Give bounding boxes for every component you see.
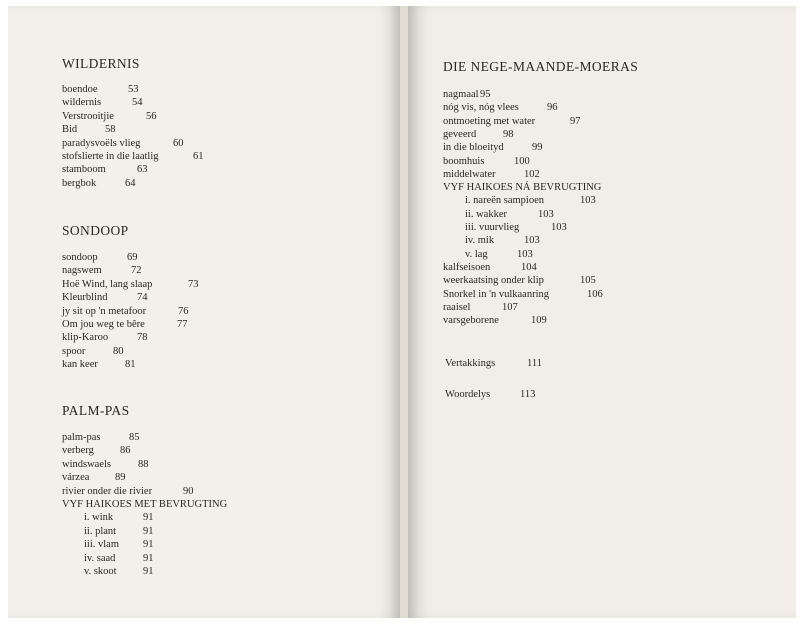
toc-entry — [62, 84, 139, 96]
toc-entry — [443, 275, 596, 287]
toc-entry-page-number: 74 — [137, 292, 148, 304]
toc-entry-title: nóg vis, nóg vlees — [443, 102, 519, 114]
toc-entry-title: iii. vlam — [84, 539, 119, 551]
toc-entry — [62, 137, 184, 150]
toc-entry — [62, 278, 199, 291]
toc-entry-page-number: 72 — [131, 265, 142, 277]
toc-entry — [62, 110, 157, 123]
toc-entry-page-number: 63 — [137, 164, 148, 176]
toc-entry — [445, 358, 542, 370]
toc-entry — [62, 292, 148, 304]
toc-entry-title: klip-Karoo — [62, 332, 109, 344]
toc-entry-title: varsgeborene — [443, 315, 499, 327]
toc-entry — [445, 389, 536, 401]
toc-entry-title: verberg — [62, 445, 94, 457]
toc-entry-page-number: 78 — [137, 332, 148, 344]
toc-entry-page-number: 56 — [146, 110, 157, 122]
toc-entry — [443, 301, 518, 314]
toc-entry — [84, 539, 154, 551]
toc-entry-page-number: 86 — [120, 445, 131, 457]
toc-entry-page-number: 54 — [132, 97, 143, 109]
toc-entry — [62, 164, 148, 176]
toc-entry-page-number: 91 — [143, 552, 154, 564]
toc-entry — [443, 261, 537, 274]
toc-entry-page-number: 81 — [125, 359, 136, 371]
toc-entry-page-number: 113 — [520, 389, 536, 400]
toc-entry-title: geveerd — [443, 128, 477, 140]
toc-entry — [62, 445, 131, 457]
toc-entry — [62, 177, 136, 190]
toc-entry-title: boomhuis — [443, 155, 485, 167]
toc-entry-page-number: 103 — [524, 235, 540, 247]
toc-entry — [62, 252, 138, 264]
toc-entry-title: windswaels — [62, 458, 111, 470]
toc-entry-page-number: 61 — [193, 151, 204, 162]
toc-entry-page-number: 69 — [127, 252, 138, 263]
toc-entry-page-number: 85 — [129, 432, 140, 443]
toc-entry-page-number: 53 — [128, 84, 139, 95]
toc-entry-page-number: 77 — [177, 319, 188, 330]
toc-entry — [465, 222, 567, 234]
toc-entry-title: Bid — [62, 124, 78, 136]
toc-entry-title: nagmaal — [443, 89, 479, 100]
toc-entry — [62, 458, 149, 471]
toc-entry-title: ontmoeting met water — [443, 115, 536, 127]
toc-entry — [62, 345, 124, 358]
toc-entry — [62, 151, 204, 163]
toc-entry — [62, 305, 189, 318]
toc-entry — [84, 525, 154, 538]
toc-entry-title: kalfseisoen — [443, 261, 491, 273]
book-gutter — [400, 6, 408, 618]
toc-entry-page-number: 99 — [532, 142, 543, 154]
toc-entry-page-number: 103 — [580, 195, 596, 207]
toc-entry-page-number: 111 — [527, 358, 542, 369]
toc-entry-page-number: 91 — [143, 525, 154, 537]
toc-entry — [443, 142, 543, 154]
toc-entry-page-number: 58 — [105, 124, 116, 136]
toc-entry-title: Hoë Wind, lang slaap — [62, 278, 153, 290]
toc-entry-title: v. skoot — [84, 566, 117, 577]
toc-entry-title: bergbok — [62, 177, 97, 189]
toc-entry-page-number: 64 — [125, 177, 136, 189]
toc-entry-page-number: 88 — [138, 458, 149, 470]
toc-entry — [443, 288, 603, 301]
toc-entry-page-number: 95 — [480, 89, 491, 100]
toc-entry — [62, 359, 136, 371]
toc-entry-title: várzea — [62, 472, 90, 484]
toc-entry-title: raaisel — [443, 301, 471, 313]
toc-entry-page-number: 102 — [524, 168, 540, 180]
toc-entry-page-number: 96 — [547, 102, 558, 114]
toc-entry-page-number: 98 — [503, 128, 514, 140]
toc-entry — [443, 102, 558, 114]
toc-entry-title: boendoe — [62, 84, 98, 95]
section-title: SONDOOP — [62, 223, 129, 238]
toc-entry — [62, 472, 126, 484]
toc-entry-page-number: 106 — [587, 288, 603, 300]
toc-entry-page-number: 89 — [115, 472, 126, 484]
toc-entry — [465, 235, 540, 247]
toc-entry-title: middelwater — [443, 168, 496, 180]
toc-entry-title: Woordelys — [445, 389, 491, 400]
toc-entry — [443, 168, 540, 181]
toc-entry-title: rivier onder die rivier — [62, 485, 153, 497]
toc-entry-page-number: 76 — [178, 305, 189, 317]
toc-entry — [443, 182, 601, 194]
toc-entry-title: jy sit op 'n metafoor — [62, 305, 147, 317]
toc-entry-title: nagswem — [62, 265, 102, 277]
toc-entry-page-number: 107 — [502, 301, 518, 313]
toc-entry-page-number: 103 — [517, 248, 533, 260]
toc-entry — [443, 89, 491, 101]
toc-entry-page-number: 91 — [143, 566, 154, 577]
toc-entry-page-number: 91 — [143, 512, 154, 524]
toc-entry-page-number: 60 — [173, 137, 184, 149]
toc-entry-title: iv. saad — [84, 552, 116, 564]
toc-entry-title: Vertakkings — [445, 358, 496, 369]
toc-entry-page-number: 97 — [570, 115, 581, 127]
toc-entry — [62, 265, 142, 277]
toc-entry-page-number: 90 — [183, 485, 194, 497]
toc-entry-title: iii. vuurvlieg — [465, 222, 520, 233]
toc-entry — [62, 124, 116, 136]
toc-entry-title: iv. mik — [465, 235, 495, 247]
toc-entry-page-number: 105 — [580, 275, 596, 287]
toc-entry — [465, 248, 533, 261]
toc-entry-title: Kleurblind — [62, 292, 108, 304]
toc-entry-title: v. lag — [465, 248, 488, 260]
toc-entry — [62, 332, 148, 344]
toc-entry-title: wildernis — [62, 97, 102, 109]
toc-entry — [465, 208, 554, 221]
toc-entry-page-number: 80 — [113, 345, 124, 357]
toc-entry-title: i. nareën sampioen — [465, 195, 545, 207]
toc-entry-title: stamboom — [62, 164, 106, 176]
toc-entry-title: stofslierte in die laatlig — [62, 151, 159, 162]
toc-entry — [62, 432, 140, 444]
toc-entry-page-number: 91 — [143, 539, 154, 551]
toc-entry-page-number: 109 — [531, 315, 547, 327]
toc-entry-title: Snorkel in 'n vulkaanring — [443, 288, 549, 300]
toc-entry — [443, 155, 530, 168]
toc-entry — [465, 195, 596, 207]
toc-entry-title: Om jou weg te bêre — [62, 319, 145, 330]
toc-entry — [443, 115, 581, 128]
toc-entry-title: weerkaatsing onder klip — [443, 275, 544, 287]
toc-entry-title: ii. wakker — [465, 208, 507, 220]
toc-entry — [84, 566, 154, 578]
toc-entry-title: VYF HAIKOES MET BEVRUGTING — [62, 499, 228, 510]
section-title: WILDERNIS — [62, 56, 140, 71]
toc-entry-page-number: 104 — [521, 261, 537, 273]
toc-entry — [62, 97, 143, 109]
toc-entry — [62, 319, 188, 331]
toc-entry-title: paradysvoëls vlieg — [62, 137, 141, 149]
toc-entry-page-number: 103 — [538, 208, 554, 220]
toc-entry-title: kan keer — [62, 359, 98, 371]
toc-entry-title: Verstrooitjie — [62, 110, 114, 122]
section-title: DIE NEGE-MAANDE-MOERAS — [443, 59, 639, 74]
toc-entry-title: ii. plant — [84, 525, 117, 537]
toc-entry-title: i. wink — [84, 512, 114, 524]
toc-entry — [62, 499, 227, 511]
toc-entry-title: palm-pas — [62, 432, 101, 443]
toc-entry-page-number: 100 — [514, 155, 530, 167]
toc-entry — [443, 315, 547, 327]
section-title: PALM-PAS — [62, 403, 130, 418]
toc-entry — [84, 552, 154, 565]
toc-entry — [443, 128, 514, 141]
toc-entry-title: spoor — [62, 345, 86, 357]
toc-entry-page-number: 103 — [551, 222, 567, 233]
toc-entry — [84, 512, 154, 524]
toc-entry-title: VYF HAIKOES NÁ BEVRUGTING — [443, 182, 602, 194]
toc-entry-title: sondoop — [62, 252, 98, 263]
toc-entry-page-number: 73 — [188, 278, 199, 290]
toc-entry-title: in die bloeityd — [443, 142, 504, 154]
toc-entry — [62, 485, 194, 498]
